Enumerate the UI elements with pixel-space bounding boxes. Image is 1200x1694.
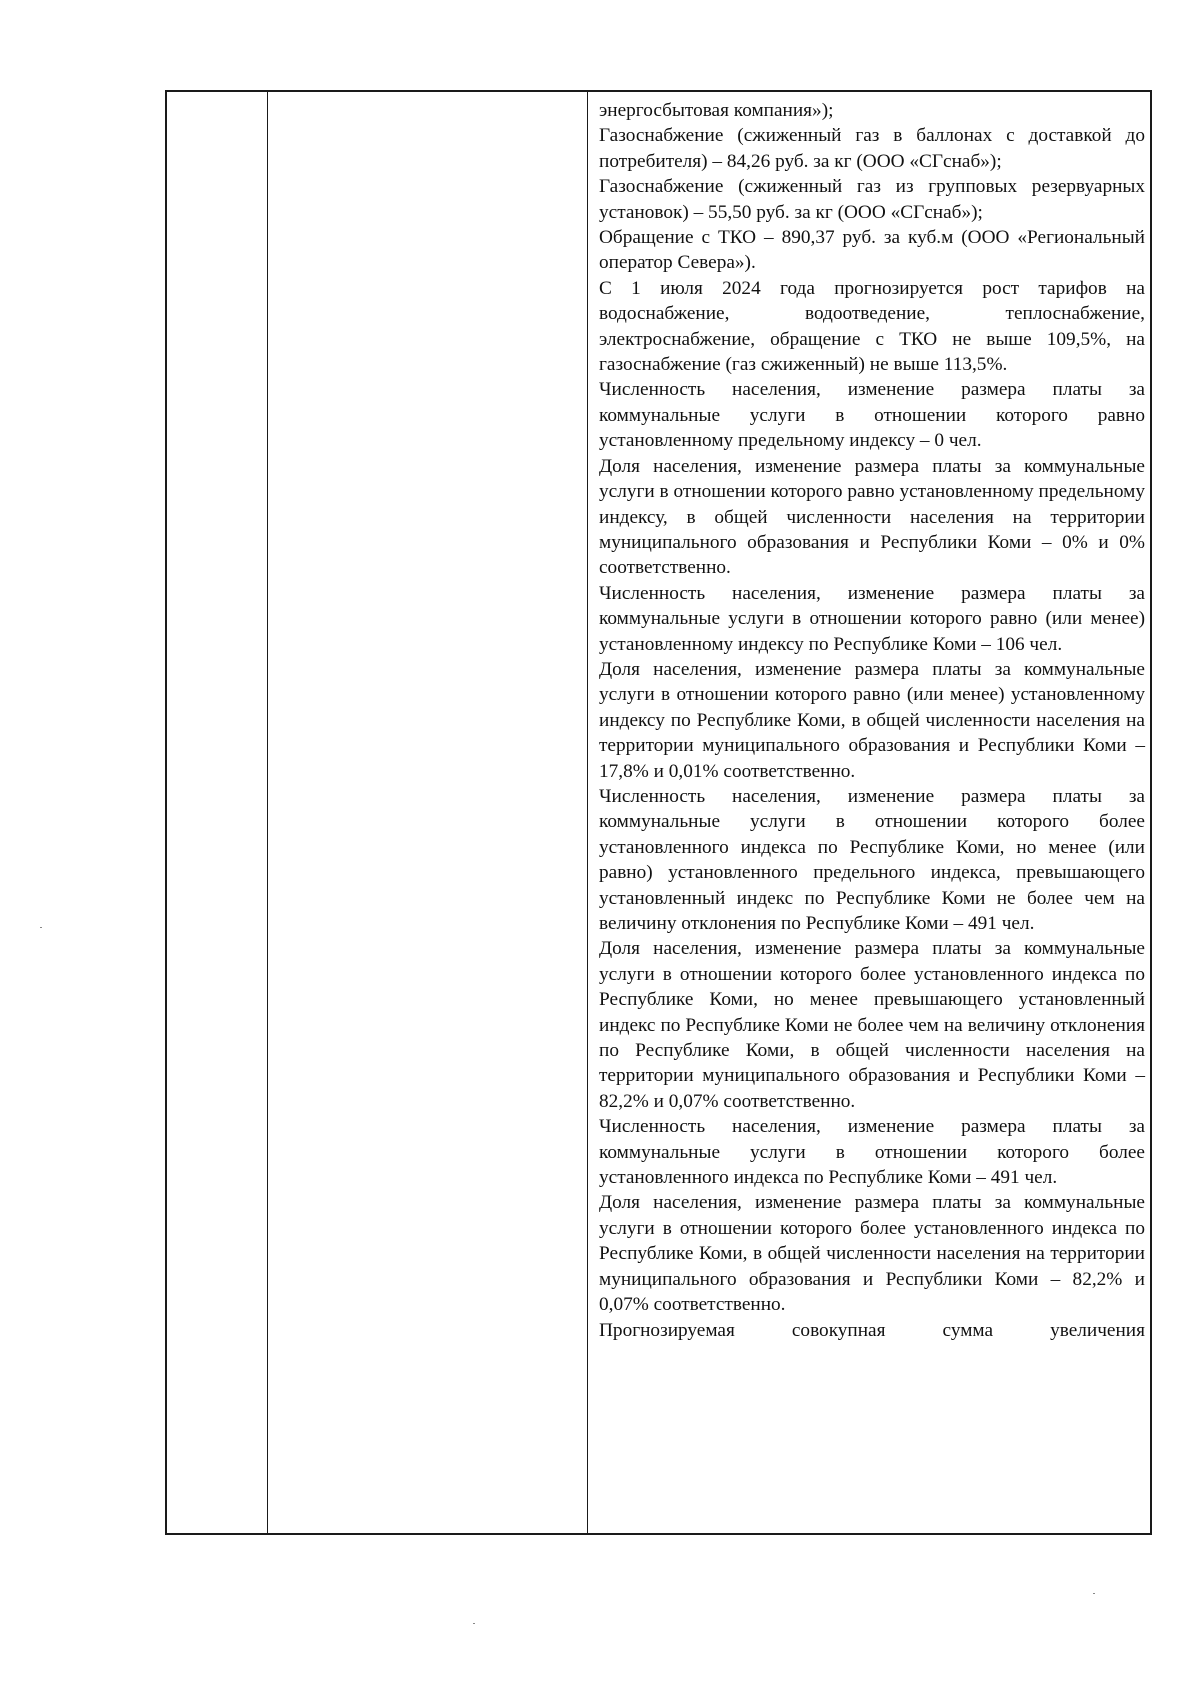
paragraph: Численность населения, изменение размера платы за коммунальные услуги в отношении которого равно установленному предельному индексу – 0 чел.: [599, 379, 1145, 452]
table-cell-text: [599, 98, 1145, 1343]
paragraph: Доля населения, изменение размера платы за коммунальные услуги в отношении которого более установленного индекса по Республике Коми, но менее превышающего установленный индекс по Республике Коми не более чем на величину отклонения по Республике Коми, в общей численности населения на территории муниципального образования и Республики Коми – 82,2% и 0,07% соответственно.: [599, 938, 1145, 1112]
paragraph: энергосбытовая компания»);: [599, 100, 834, 121]
table-frame: [165, 90, 1152, 1535]
paragraph: С 1 июля 2024 года прогнозируется рост тарифов на водоснабжение, водоотведение, теплоснабжение, электроснабжение, обращение с ТКО не выше 109,5%, на газоснабжение (газ сжиженный) не выше 113,5%.: [599, 277, 1145, 376]
paragraph: Обращение с ТКО – 890,37 руб. за куб.м (ООО «Региональный оператор Севера»).: [599, 227, 1145, 274]
paragraph: Доля населения, изменение размера платы за коммунальные услуги в отношении которого более установленного индекса по Республике Коми, в общей численности населения на территории муниципального образования и Республики Коми – 82,2% и 0,07% соответственно.: [599, 1192, 1145, 1316]
paragraph: Численность населения, изменение размера платы за коммунальные услуги в отношении которого более установленного индекса по Республике Коми, но менее (или равно) установленного предельного индекса, превышающего установленный индекс по Республике Коми не более чем на величину отклонения по Республике Коми – 491 чел.: [599, 785, 1145, 934]
paragraph: Численность населения, изменение размера платы за коммунальные услуги в отношении которого равно (или менее) установленному индексу по Республике Коми – 106 чел.: [599, 582, 1145, 655]
scan-speck: [40, 927, 42, 928]
paragraph: Доля населения, изменение размера платы за коммунальные услуги в отношении которого равно установленному предельному индексу, в общей численности населения на территории муниципального образования и Республики Коми – 0% и 0% соответственно.: [599, 455, 1145, 579]
paragraph: Газоснабжение (сжиженный газ в баллонах с доставкой до потребителя) – 84,26 руб. за кг (ООО «СГснаб»);: [599, 125, 1145, 172]
paragraph: Численность населения, изменение размера платы за коммунальные услуги в отношении которого более установленного индекса по Республике Коми – 491 чел.: [599, 1116, 1145, 1189]
paragraph: Прогнозируемая совокупная сумма увеличения: [599, 1319, 1145, 1341]
scan-speck: [1093, 1593, 1095, 1594]
column-divider-2: [587, 92, 588, 1533]
scan-speck: [473, 1623, 475, 1624]
paragraph: Газоснабжение (сжиженный газ из групповых резервуарных установок) – 55,50 руб. за кг (ООО «СГснаб»);: [599, 176, 1145, 223]
paragraph: Доля населения, изменение размера платы за коммунальные услуги в отношении которого равно (или менее) установленному индексу по Республике Коми, в общей численности населения на территории муниципального образования и Республики Коми – 17,8% и 0,01% соответственно.: [599, 658, 1145, 782]
column-divider-1: [267, 92, 268, 1533]
